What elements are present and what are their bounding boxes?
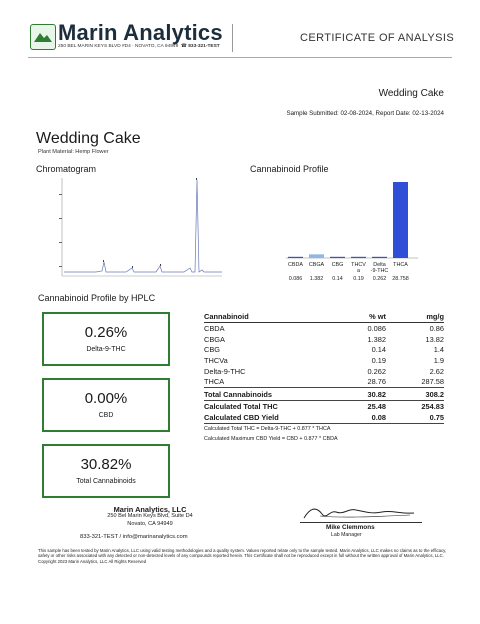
cell-percent: 0.262	[367, 366, 386, 376]
chromatogram-image	[56, 176, 224, 280]
summary-label: Total Cannabinoids	[76, 478, 136, 485]
table-row	[204, 344, 444, 355]
table-header	[204, 311, 444, 323]
cell-name: CBGA	[204, 334, 225, 344]
bar-cbga	[309, 254, 324, 258]
lab-address-1: 250 Bel Marin Keys Blvd, Suite D4	[107, 513, 193, 520]
summary-box-total	[42, 444, 170, 498]
bar-cbg	[330, 257, 345, 258]
header-mg: mg/g	[426, 312, 444, 321]
cell-name: Calculated Total THC	[204, 402, 278, 412]
hplc-title: Cannabinoid Profile by HPLC	[38, 293, 156, 303]
summary-value: 0.26%	[84, 324, 128, 341]
cell-name: CBG	[204, 345, 221, 355]
cell-name: Delta-9-THC	[204, 366, 246, 376]
tick-label: a	[357, 268, 360, 274]
calc-note-thc: Calculated Total THC = Delta-9-THC + 0.877 * THCA	[204, 423, 444, 434]
bar-cbda	[288, 257, 303, 258]
data-label: 28.758	[392, 276, 409, 282]
cell-mg: 308.2	[425, 389, 444, 399]
bar-delta-9-thc	[372, 257, 387, 258]
calc-cbd-row	[204, 412, 444, 423]
signer-title: Lab Manager	[331, 532, 362, 538]
cell-percent: 0.14	[371, 345, 386, 355]
total-row	[204, 387, 444, 400]
cell-mg: 287.58	[421, 377, 444, 387]
chromatogram-title: Chromatogram	[36, 164, 97, 174]
summary-label: Delta-9-THC	[86, 346, 126, 353]
summary-box-thc	[42, 312, 170, 366]
cannabinoid-profile-chart	[244, 170, 420, 288]
cell-mg: 1.9	[433, 355, 444, 365]
plant-material: Plant Material: Hemp Flower	[38, 149, 109, 155]
cell-percent: 25.48	[367, 402, 386, 412]
data-label: 0.262	[372, 276, 387, 282]
tick-label: CBGA	[308, 262, 325, 268]
lab-address-2: Novato, CA 94949	[127, 520, 173, 527]
phone-icon: ☎	[180, 44, 187, 49]
cell-percent: 30.82	[367, 389, 386, 399]
calc-thc-row	[204, 400, 444, 412]
document-type: CERTIFICATE OF ANALYSIS	[300, 32, 455, 44]
data-label: 0.19	[353, 276, 364, 282]
cell-name: THCA	[204, 377, 225, 387]
cell-name: THCVa	[204, 355, 228, 365]
tick-label: CBG	[331, 262, 344, 268]
header-rule	[28, 57, 452, 58]
summary-value: 30.82%	[80, 456, 132, 473]
cell-mg: 2.62	[429, 366, 444, 376]
signature-image	[300, 502, 420, 524]
lab-address-header: 250 BEL MARIN KEYS BLVD #D4 · NOVATO, CA 94949 ☎ 833-321-TEST	[58, 44, 220, 49]
page-title: Wedding Cake	[36, 130, 141, 147]
cell-percent: 28.76	[367, 377, 386, 387]
header-percent: % wt	[369, 312, 386, 321]
logo-text: Marin Analytics	[58, 20, 223, 45]
summary-label: CBD	[98, 412, 114, 419]
data-label: 0.14	[332, 276, 343, 282]
cell-percent: 1.382	[367, 334, 386, 344]
cell-percent: 0.086	[367, 323, 386, 333]
signature-line	[300, 522, 422, 523]
data-label: 0.086	[288, 276, 303, 282]
cell-mg: 0.86	[429, 323, 444, 333]
table-row	[204, 323, 444, 334]
cell-mg: 254.83	[421, 402, 444, 412]
tick-label: Delta	[373, 262, 386, 268]
cell-mg: 1.4	[433, 345, 444, 355]
bar-thcva	[351, 257, 366, 258]
signer-name: Mike Clemmons	[326, 524, 375, 531]
lab-contact: 833-321-TEST / info@marinanalytics.com	[80, 534, 188, 540]
profile-title: Cannabinoid Profile	[250, 164, 329, 174]
table-row	[204, 355, 444, 366]
header-divider	[232, 24, 233, 52]
cell-percent: 0.08	[371, 413, 386, 423]
summary-box-cbd	[42, 378, 170, 432]
cell-mg: 0.75	[429, 413, 444, 423]
bar-thca	[393, 182, 408, 258]
tick-label: CBDA	[288, 262, 303, 268]
disclaimer-text: This sample has been tested by Marin Analytics, LLC using valid testing methodologies and a quality system. Values reported relate only to the sample tested. Marin Analytics, LLC makes no claims as to the efficacy, safety or other risks associated with any detected or non-detected levels of any compounds reported herein. This Certificate shall not be reproduced except in full without the written approval of Marin Analytics, LLC. Copyright 2023 Marin Analytics, LLC All Rights Reserved	[38, 548, 447, 564]
cell-percent: 0.19	[371, 355, 386, 365]
summary-value: 0.00%	[84, 390, 128, 407]
logo-icon	[30, 24, 56, 50]
cell-name: CBDA	[204, 323, 225, 333]
cell-name: Total Cannabinoids	[204, 389, 273, 399]
cell-name: Calculated CBD Yield	[204, 413, 279, 423]
table-row	[204, 376, 444, 387]
calc-note-cbd: Calculated Maximum CBD Yield = CBD + 0.877 * CBDA	[204, 436, 338, 443]
cannabinoid-table	[204, 311, 444, 444]
header-cannabinoid: Cannabinoid	[204, 312, 249, 321]
table-row	[204, 366, 444, 377]
data-label: 1.382	[309, 276, 324, 282]
lab-info	[90, 506, 210, 528]
report-dates: Sample Submitted: 02-08-2024, Report Date: 02-13-2024	[286, 110, 444, 117]
table-row	[204, 334, 444, 345]
cell-mg: 13.82	[425, 334, 444, 344]
tick-label: THCA	[393, 262, 408, 268]
tick-label: THCV	[351, 262, 366, 268]
tick-label: -9-THC	[370, 268, 389, 274]
lab-name: Marin Analytics, LLC	[113, 505, 187, 514]
product-name-top: Wedding Cake	[378, 88, 444, 99]
